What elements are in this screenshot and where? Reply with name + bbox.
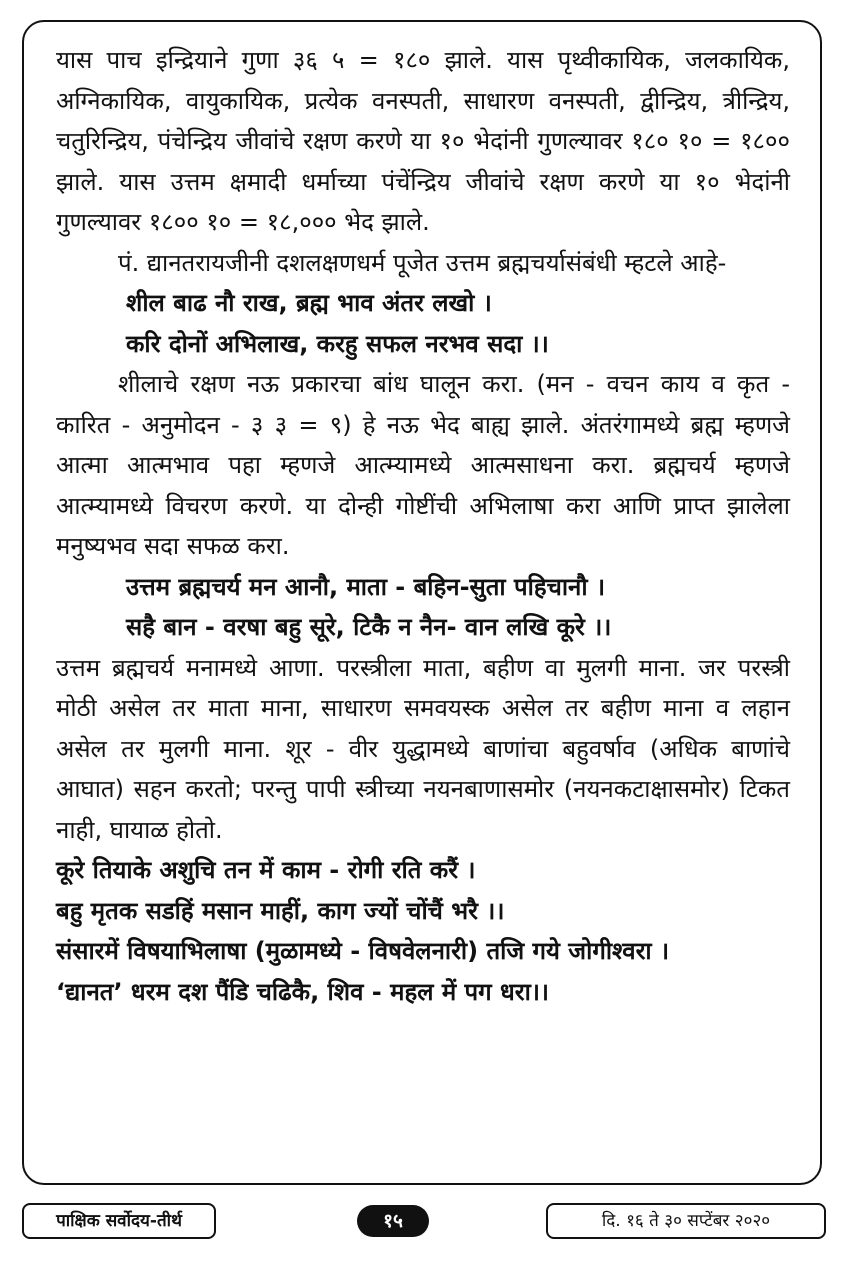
paragraph-1: यास पाच इन्द्रियाने गुणा ३६ ५ = १८० झाले. यास पृथ्वीकायिक, जलकायिक, अग्निकायिक, वायुकायिक, प्रत्येक वनस्पती, साधारण वनस्पती, द्वीन्द्रिय, त्रीन्द्रिय, चतुरिन्द्रिय, पंचेन्द्रिय जीवांचे रक्षण करणे या १० भेदांनी गुणल्यावर १८० १० = १८०० झाले. यास उत्तम क्षमादी धर्माच्या पंचेंन्द्रिय जीवांचे रक्षण करणे या १० भेदांनी गुणल्यावर १८०० १० = १८,००० भेद झाले. [56,46,790,236]
verse-line: सहै बान - वरषा बहु सूरे, टिकै न नैन- वान लखि कूरे ।। [126,613,612,641]
paragraph-2: पं. द्यानतरायजीनी दशलक्षणधर्म पूजेत उत्तम ब्रह्मचर्यासंबंधी म्हटले आहे- [118,248,727,277]
issue-date: दि. १६ ते ३० सप्टेंबर २०२० [546,1203,826,1239]
page-footer [0,1203,850,1239]
paragraph-3: शीलाचे रक्षण नऊ प्रकारचा बांध घालून करा. (मन - वचन काय व कृत - कारित - अनुमोदन - ३ ३ = ९) हे नऊ भेद बाह्य झाले. अंतरंगामध्ये ब्रह्म म्हणजे आत्मा आत्मभाव पहा म्हणजे आत्म्यामध्ये आत्मसाधना करा. ब्रह्मचर्य म्हणजे आत्म्यामध्ये विचरण करणे. या दोन्ही गोष्टींची अभिलाषा करा आणि प्राप्त झालेला मनुष्यभव सदा सफळ करा. [56,370,790,560]
paragraph-4: उत्तम ब्रह्मचर्य मनामध्ये आणा. परस्त्रीला माता, बहीण वा मुलगी माना. जर परस्त्री मोठी असेल तर माता माना, साधारण समवयस्क असेल तर बहीण माना व लहान असेल तर मुलगी माना. शूर - वीर युद्धामध्ये बाणांचा बहुवर्षाव (अधिक बाणांचे आघात) सहन करतो; परन्तु पापी स्त्रीच्या नयनबाणासमोर (नयनकटाक्षासमोर) टिकत नाही, घायाळ होतो. [56,653,790,844]
page-frame [22,20,822,1185]
verse-line: कूरे तियाके अशुचि तन में काम - रोगी रति करैं । [56,856,476,884]
page-number: १५ [357,1205,429,1237]
verse-line: शील बाढ नौ राख, ब्रह्म भाव अंतर लखो । [126,289,492,317]
verse-line: बहु मृतक सडहिं मसान माहीं, काग ज्यों चोंचैं भरै ।। [56,896,505,925]
verse-line: ‘द्यानत’ धरम दश पैंडि चढिकै, शिव - महल में पग धरा।। [56,977,550,1006]
publication-name: पाक्षिक सर्वोदय-तीर्थ [22,1203,216,1239]
verse-line: उत्तम ब्रह्मचर्य मन आनौ, माता - बहिन-सुता पहिचानौ । [126,572,606,601]
verse-line: संसारमें विषयाभिलाषा (मुळामध्ये - विषवेलनारी) तजि गये जोगीश्वरा । [56,937,670,965]
verse-line: करि दोनों अभिलाख, करहु सफल नरभव सदा ।। [126,329,549,358]
